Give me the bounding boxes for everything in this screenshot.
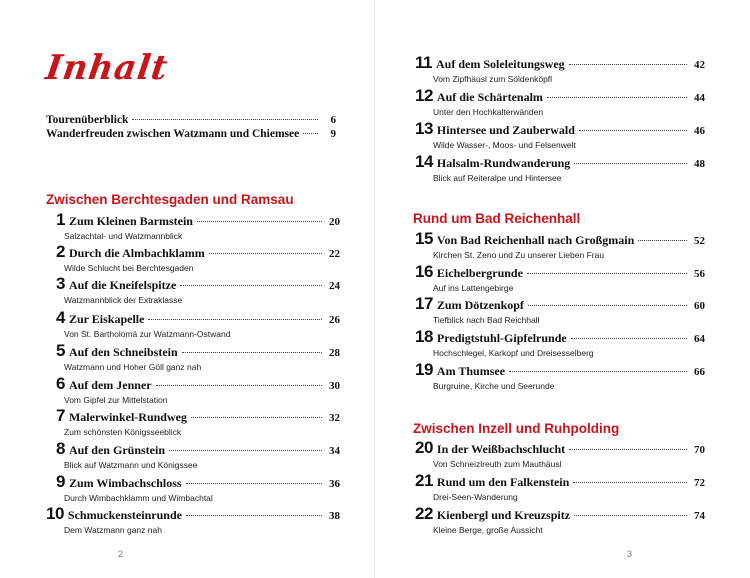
tour-title: Zum Dötzenkopf [436, 298, 524, 312]
tour-title: Auf die Kneifelspitze [68, 278, 177, 292]
toc-entry[interactable] [56, 374, 340, 408]
tour-number: 11 [415, 53, 432, 72]
tour-number: 17 [415, 294, 433, 313]
toc-intro-line[interactable] [46, 114, 336, 126]
tour-number: 6 [56, 374, 65, 393]
tour-title: Auf dem Jenner [68, 378, 152, 392]
toc-page-number: 42 [694, 59, 705, 71]
toc-page-number: 9 [330, 128, 336, 140]
tour-subtitle: Drei-Seen-Wanderung [433, 492, 518, 502]
toc-page-number: 56 [694, 268, 705, 280]
toc-entry[interactable] [56, 406, 340, 440]
leader-dots [156, 385, 322, 386]
tour-title: Auf die Schärtenalm [436, 90, 543, 104]
tour-subtitle: Watzmannblick der Extraklasse [64, 295, 183, 305]
tour-subtitle: Hochschlegel, Karkopf und Dreisesselberg [433, 348, 594, 358]
toc-entry[interactable] [56, 274, 340, 308]
toc-entry[interactable] [56, 341, 340, 375]
toc-entry[interactable] [56, 210, 340, 244]
tour-subtitle: Wilde Wasser-, Moos- und Felsenwelt [433, 140, 576, 150]
toc-entry[interactable] [415, 262, 705, 296]
leader-dots [547, 97, 687, 98]
tour-title: Predigtstuhl-Gipfelrunde [436, 331, 567, 345]
tour-subtitle: Dem Watzmann ganz nah [64, 525, 162, 535]
leader-dots [197, 221, 322, 222]
leader-dots [180, 285, 322, 286]
tour-title: Zur Eiskapelle [68, 312, 145, 326]
tour-number: 16 [415, 262, 433, 281]
tour-subtitle: Blick auf Reiteralpe und Hintersee [433, 173, 562, 183]
toc-entry[interactable] [415, 86, 705, 120]
page-number-footer: 2 [118, 549, 124, 559]
toc-entry[interactable] [415, 327, 705, 361]
toc-entry[interactable] [415, 438, 705, 472]
tour-subtitle: Wilde Schlucht bei Berchtesgaden [64, 263, 194, 273]
leader-dots [574, 515, 687, 516]
toc-intro-label: Tourenüberblick [46, 114, 129, 126]
section-heading: Zwischen Berchtesgaden und Ramsau [46, 192, 294, 207]
toc-entry[interactable] [415, 294, 705, 328]
tour-number: 22 [415, 504, 433, 523]
leader-dots [569, 449, 687, 450]
leader-dots [209, 253, 322, 254]
leader-dots [182, 352, 322, 353]
tour-title: Auf den Grünstein [68, 443, 165, 457]
tour-title: Durch die Almbachklamm [68, 246, 205, 260]
toc-page-number: 66 [694, 366, 705, 378]
toc-entry[interactable] [415, 360, 705, 394]
tour-number: 5 [56, 341, 65, 360]
tour-number: 2 [56, 242, 65, 261]
leader-dots [579, 130, 687, 131]
tour-subtitle: Unter den Hochkalterwänden [433, 107, 544, 117]
toc-page-number: 36 [329, 478, 340, 490]
leader-dots [574, 163, 687, 164]
leader-dots [528, 305, 687, 306]
toc-page-number: 32 [329, 412, 340, 424]
tour-title: Auf den Schneibstein [68, 345, 178, 359]
tour-title: Von Bad Reichenhall nach Großgmain [436, 233, 635, 247]
tour-subtitle: Burgruine, Kirche und Seerunde [433, 381, 555, 391]
toc-page-number: 64 [694, 333, 705, 345]
toc-page-number: 52 [694, 235, 705, 247]
toc-entry[interactable] [415, 119, 705, 153]
toc-page-number: 70 [694, 444, 705, 456]
toc-page-number: 22 [329, 248, 340, 260]
toc-page-number: 30 [329, 380, 340, 392]
page-title: Inhalt [43, 48, 171, 88]
toc-page-number: 24 [329, 280, 340, 292]
leader-dots [186, 483, 322, 484]
toc-entry[interactable] [56, 472, 340, 506]
toc-entry[interactable] [415, 229, 705, 263]
tour-number: 10 [46, 504, 64, 523]
leader-dots [132, 119, 318, 120]
toc-page-number: 72 [694, 477, 705, 489]
toc-entry[interactable] [415, 504, 705, 538]
tour-title: Rund um den Falkenstein [436, 475, 570, 489]
tour-number: 14 [415, 152, 433, 171]
tour-number: 13 [415, 119, 433, 138]
tour-number: 18 [415, 327, 433, 346]
tour-subtitle: Auf ins Lattengebirge [433, 283, 514, 293]
toc-page-number: 74 [694, 510, 705, 522]
tour-subtitle: Kirchen St. Zeno und Zu unserer Lieben Frau [433, 250, 605, 260]
tour-subtitle: Vom Gipfel zur Mittelstation [64, 395, 168, 405]
tour-title: Halsalm-Rundwanderung [436, 156, 571, 170]
toc-page-number: 60 [694, 300, 705, 312]
leader-dots [569, 64, 687, 65]
tour-title: Hintersee und Zauberwald [436, 123, 575, 137]
toc-page-number: 38 [329, 510, 340, 522]
tour-number: 9 [56, 472, 65, 491]
toc-entry[interactable] [56, 439, 340, 473]
toc-entry[interactable] [415, 471, 705, 505]
leader-dots [186, 515, 322, 516]
tour-number: 1 [56, 210, 65, 229]
toc-page-number: 6 [330, 114, 336, 126]
tour-number: 21 [415, 471, 433, 490]
toc-page-number: 20 [329, 216, 340, 228]
tour-title: Zum Kleinen Barmstein [68, 214, 193, 228]
tour-number: 12 [415, 86, 433, 105]
tour-title: Auf dem Soleleitungsweg [435, 57, 565, 71]
toc-page-number: 26 [329, 314, 340, 326]
tour-number: 4 [56, 308, 65, 327]
tour-title: In der Weißbachschlucht [436, 442, 566, 456]
tour-subtitle: Tiefblick nach Bad Reichhall [433, 315, 540, 325]
leader-dots [527, 273, 687, 274]
toc-page-number: 44 [694, 92, 705, 104]
tour-number: 8 [56, 439, 65, 458]
tour-number: 7 [56, 406, 65, 425]
leader-dots [638, 240, 687, 241]
tour-subtitle: Blick auf Watzmann und Königssee [64, 460, 198, 470]
tour-subtitle: Von St. Bartholomä zur Watzmann-Ostwand [64, 329, 231, 339]
tour-number: 20 [415, 438, 433, 457]
toc-page-number: 48 [694, 158, 705, 170]
tour-title: Malerwinkel-Rundweg [68, 410, 187, 424]
leader-dots [191, 417, 322, 418]
tour-title: Am Thumsee [436, 364, 506, 378]
tour-subtitle: Vom Zipfhäusl zum Söldenköpfl [433, 74, 553, 84]
tour-subtitle: Watzmann und Hoher Göll ganz nah [64, 362, 202, 372]
toc-page-number: 34 [329, 445, 340, 457]
tour-number: 3 [56, 274, 65, 293]
toc-intro-label: Wanderfreuden zwischen Watzmann und Chiemsee [46, 128, 300, 140]
leader-dots [169, 450, 322, 451]
tour-title: Schmuckensteinrunde [67, 508, 182, 522]
leader-dots [303, 133, 318, 134]
tour-title: Kienbergl und Kreuzspitz [436, 508, 571, 522]
leader-dots [509, 371, 687, 372]
toc-intro-line[interactable] [46, 128, 336, 140]
right-page [375, 0, 750, 578]
leader-dots [573, 482, 687, 483]
tour-subtitle: Von Schneizlreuth zum Mauthäusl [433, 459, 562, 469]
toc-entry[interactable] [415, 152, 705, 186]
tour-title: Zum Wimbachschloss [68, 476, 182, 490]
toc-entry[interactable] [415, 53, 705, 87]
tour-subtitle: Durch Wimbachklamm und Wimbachtal [64, 493, 213, 503]
section-heading: Zwischen Inzell und Ruhpolding [413, 421, 620, 436]
toc-page-number: 28 [329, 347, 340, 359]
page-number-footer: 3 [627, 549, 633, 559]
tour-subtitle: Salzachtal- und Watzmannblick [64, 231, 183, 241]
tour-subtitle: Kleine Berge, große Aussicht [433, 525, 543, 535]
leader-dots [148, 319, 322, 320]
tour-subtitle: Zum schönsten Königsseeblick [64, 427, 182, 437]
leader-dots [571, 338, 687, 339]
toc-page-number: 46 [694, 125, 705, 137]
toc-entry[interactable] [56, 308, 340, 342]
section-heading: Rund um Bad Reichenhall [413, 211, 581, 226]
tour-number: 15 [415, 229, 433, 248]
toc-entry[interactable] [56, 242, 340, 276]
toc-entry[interactable] [46, 504, 340, 538]
tour-number: 19 [415, 360, 433, 379]
tour-title: Eichelbergrunde [436, 266, 523, 280]
